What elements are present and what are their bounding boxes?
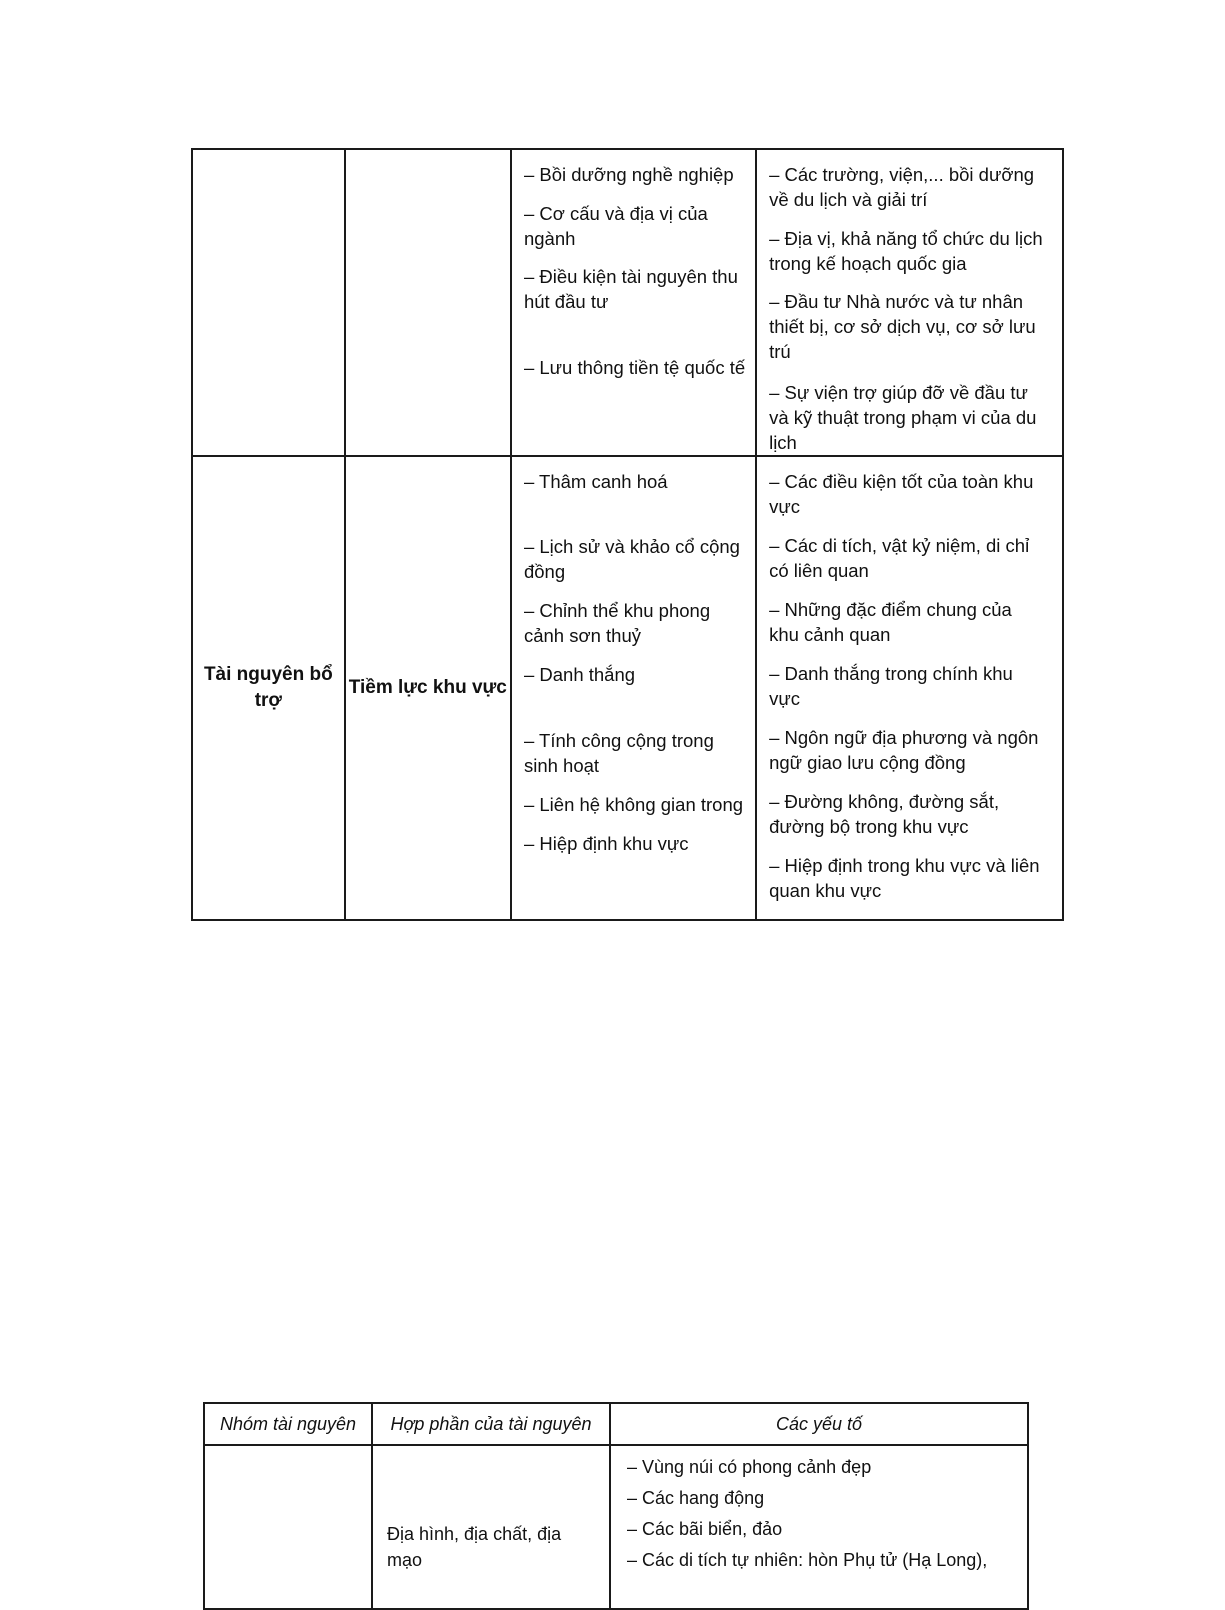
detail-cell [756,149,1063,456]
header-elements: Các yếu tố [610,1403,1028,1445]
factor-cell [511,456,756,920]
detail-item: – Sự viện trợ giúp đỡ về đầu tư và kỹ thuật trong phạm vi của du lịch [769,382,1037,453]
factor-item: – Thâm canh hoá [523,471,668,492]
factor-cell [511,149,756,456]
header-resource-group: Nhóm tài nguyên [204,1403,372,1445]
factor-item: – Lịch sử và khảo cổ cộng đồng [523,536,740,582]
component-cell: Địa hình, địa chất, địa mạo [372,1445,610,1609]
factor-item: – Tính công cộng trong sinh hoạt [523,730,714,776]
element-item: – Các bãi biển, đảo [627,1519,783,1539]
factor-item: – Liên hệ không gian trong [523,794,744,815]
detail-cell [756,456,1063,920]
detail-item: – Những đặc điểm chung của khu cảnh quan [769,599,1012,645]
table-row [192,149,1063,456]
factor-item: – Chỉnh thể khu phong cảnh sơn thuỷ [523,600,711,646]
detail-item: – Các trường, viện,... bồi dưỡng về du lịch và giải trí [769,164,1035,210]
detail-item: – Đầu tư Nhà nước và tư nhân thiết bị, cơ sở dịch vụ, cơ sở lưu trú [769,291,1036,362]
detail-item: – Ngôn ngữ địa phương và ngôn ngữ giao lưu cộng đồng [769,727,1039,773]
detail-item: – Các điều kiện tốt của toàn khu vực [769,471,1034,517]
factor-item: – Điều kiện tài nguyên thu hút đầu tư [523,266,738,312]
table-row [192,456,1063,920]
group-cell [204,1445,372,1609]
category-cell: Tài nguyên bổ trợ [192,456,345,920]
factor-item: – Danh thắng [523,664,636,685]
factor-item: – Cơ cấu và địa vị của ngành [523,203,708,249]
detail-item: – Đường không, đường sắt, đường bộ trong khu vực [769,791,1000,837]
factor-item: – Lưu thông tiền tệ quốc tế [523,357,746,378]
detail-item: – Danh thắng trong chính khu vực [769,663,1013,709]
resource-table-continued [191,148,1064,921]
subcategory-cell [345,149,511,456]
factor-item: – Bồi dưỡng nghề nghiệp [523,164,734,185]
header-resource-component: Hợp phần của tài nguyên [372,1403,610,1445]
detail-item: – Hiệp định trong khu vực và liên quan khu vực [769,855,1040,901]
table-header-row [204,1403,1028,1445]
category-cell [192,149,345,456]
element-item: – Các hang động [627,1488,765,1508]
element-item: – Vùng núi có phong cảnh đẹp [627,1457,872,1477]
detail-item: – Các di tích, vật kỷ niệm, di chỉ có liên quan [769,535,1030,581]
elements-cell [610,1445,1028,1609]
factor-item: – Hiệp định khu vực [523,833,689,854]
natural-resource-table [203,1402,1029,1610]
subcategory-cell: Tiềm lực khu vực [345,456,511,920]
table-row [204,1445,1028,1609]
detail-item: – Địa vị, khả năng tổ chức du lịch trong kế hoạch quốc gia [769,228,1043,274]
element-item: – Các di tích tự nhiên: hòn Phụ tử (Hạ Long), [627,1550,988,1570]
